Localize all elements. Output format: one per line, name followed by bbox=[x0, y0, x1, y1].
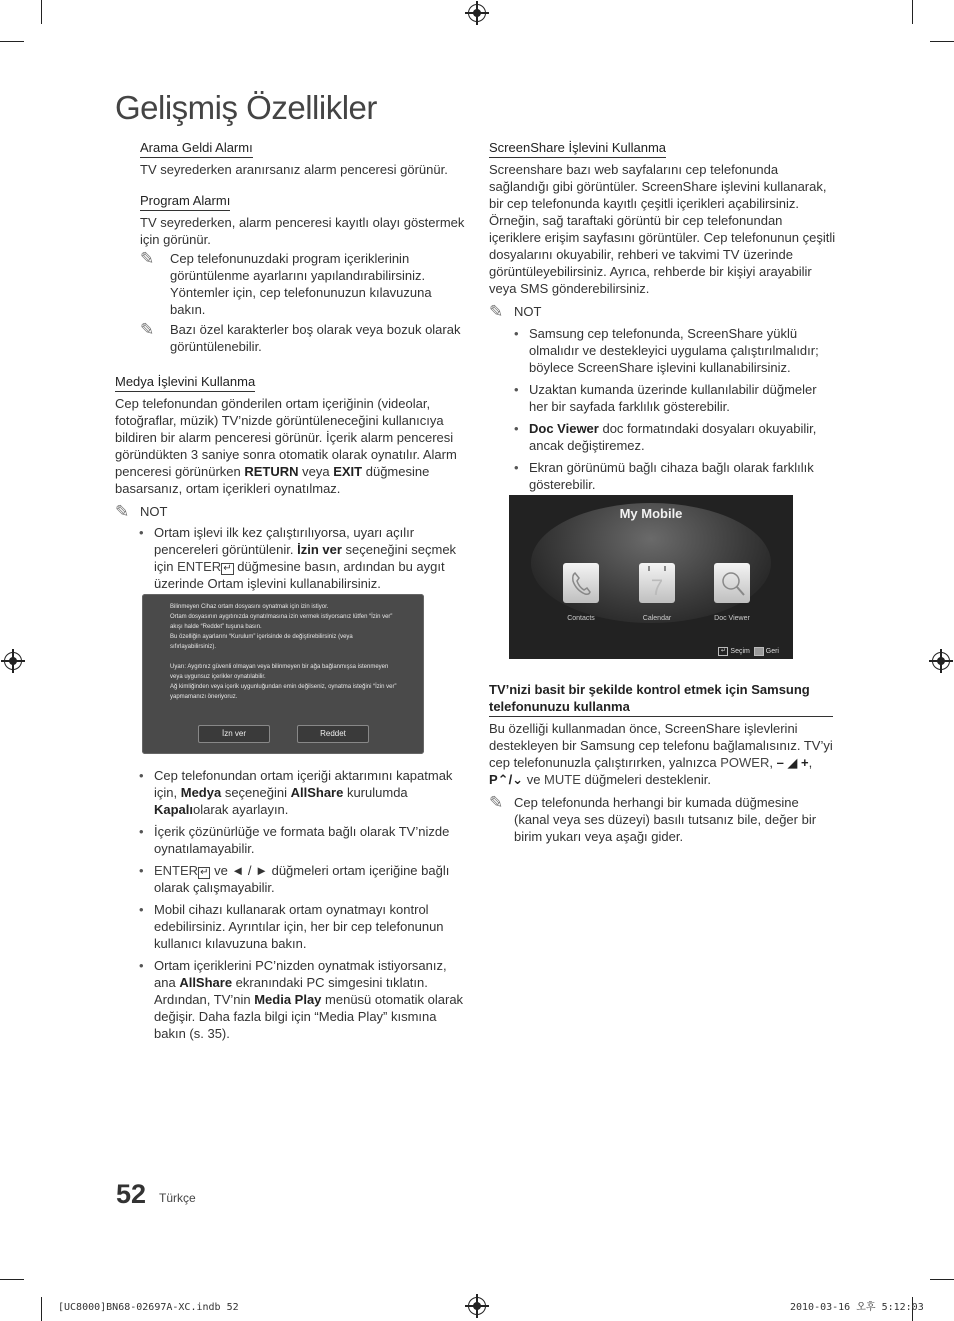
note bbox=[489, 794, 833, 845]
left-column-continued bbox=[139, 767, 465, 1042]
text-span: doc formatındaki dosyaları okuyabilir, ancak değiştiremez. bbox=[529, 421, 817, 453]
text-span: kurulumda bbox=[343, 785, 408, 800]
enter-key: ENTER bbox=[177, 559, 222, 574]
document-magnifier-icon bbox=[714, 563, 750, 603]
enter-icon: ↵ bbox=[223, 563, 232, 574]
text-span: olarak ayarlayın. bbox=[193, 802, 289, 817]
page-language: Türkçe bbox=[159, 1191, 196, 1205]
list-item: • İçerik çözünürlüğe ve formata bağlı olarak TV’nizde oynatılamayabilir. bbox=[139, 823, 465, 857]
dialog-line: Ağ kimliğinden veya içerik uygunluğundan emin değilseniz, oynatma isteğini “İzin ver” yapmamanızı öneriyoruz. bbox=[170, 684, 397, 700]
dialog-line: Uyarı: Aygıtınız güvenli olmayan veya bilinmeyen bir ağa bağlanmışsa istenmeyen veya uygunsuz içerikler oynatılabilir. bbox=[170, 664, 389, 680]
program-alarm-heading: Program Alarmı bbox=[140, 192, 230, 211]
crop-mark bbox=[0, 1279, 24, 1280]
screenshare-bullets bbox=[514, 325, 837, 493]
text-span: Cep telefonundan ortam içeriği aktarımını kapatmak için, bbox=[154, 768, 453, 800]
media-bullets-2 bbox=[139, 767, 465, 1042]
not-label bbox=[489, 303, 837, 320]
allshare-term: AllShare bbox=[290, 785, 344, 800]
registration-mark-icon bbox=[468, 1297, 486, 1315]
registration-mark-icon bbox=[4, 652, 22, 670]
screenshare-heading: ScreenShare İşlevini Kullanma bbox=[489, 139, 666, 158]
text-span: düğmesine basarsanız, ortam içerikleri oynatılmaz. bbox=[115, 464, 430, 496]
app-label: Doc Viewer bbox=[714, 615, 750, 622]
page-title: Gelişmiş Özellikler bbox=[115, 89, 377, 126]
screen-title: My Mobile bbox=[619, 506, 683, 521]
note-text: Bazı özel karakterler boş olarak veya bozuk olarak görüntülenebilir. bbox=[170, 322, 461, 354]
text-span: Cep telefonundan gönderilen ortam içeriğinin (videolar, fotoğraflar, müzik) TV’nizde görüntüleneceğini kullanıcıya bildiren bir alarm penceresi görünür. İçerik alarm penceresi göründükten 3 saniye sonra otomatik olarak oynatılır. Alarm penceresi görünürken bbox=[115, 396, 457, 479]
list-item bbox=[139, 767, 465, 818]
doc-viewer-app-icon[interactable] bbox=[714, 563, 750, 603]
my-mobile-screen bbox=[509, 495, 793, 659]
media-text bbox=[115, 395, 465, 497]
registration-mark-icon bbox=[468, 4, 486, 22]
note-text: Cep telefonunuzdaki program içeriklerinin görüntülenme ayarlarını yapılandırabilirsiniz. Yöntemler için, cep telefonunuzun kılavuzuna bakın. bbox=[170, 251, 432, 317]
left-column bbox=[115, 139, 465, 592]
screen-footer bbox=[718, 643, 779, 659]
screenshare-text: Screenshare bazı web sayfalarını cep telefonunda sağlandığı gibi görüntüler. ScreenShare işlevini kullanarak, bir cep telefonunda kayıtlı çeşitli içerikleri açabilirsiniz. Örneğin, sağ taraftaki görüntü bir cep telefonundan içeriklere erişim sayfasını görüntüler. Cep telefonunun çeşitli dosyalarını okuyabilir, rehberi ve takvimi TV üzerinde görüntüleyebilirsiniz. Ayrıca, rehberde bir kişiyi arayabilir veya SMS gönderebilirsiniz. bbox=[489, 162, 836, 296]
crop-mark bbox=[0, 41, 24, 42]
control-heading: TV’nizi basit bir şekilde kontrol etmek için Samsung telefonunuzu kullanma bbox=[489, 681, 833, 717]
allow-button[interactable]: İzn ver bbox=[198, 725, 270, 743]
list-item: • Mobil cihazı kullanarak ortam oynatmayı kontrol edebilirsiniz. Ayrıntılar için, her bir cep telefonunun kullanıcı kılavuzuna bakın. bbox=[139, 901, 465, 952]
enter-icon: ↵ bbox=[718, 647, 728, 656]
volume-key: – ◢ + bbox=[776, 755, 809, 770]
calendar-app-icon[interactable] bbox=[639, 563, 675, 603]
text-span: Bu özelliği kullanmadan önce, ScreenShare işlevlerini destekleyen bir Samsung cep telefonu bağlamalısınız. TV’yi cep telefonunuzla çalıştırırken, yalnızca bbox=[489, 721, 833, 770]
right-column-continued bbox=[489, 681, 833, 845]
dialog-line: Bu özelliğin ayarlarını “Kurulum” içerisinde de değiştirebilirsiniz (veya sıfırlayabilirsiniz). bbox=[170, 634, 353, 650]
registration-mark-icon bbox=[932, 652, 950, 670]
text-span: seçeneğini bbox=[221, 785, 291, 800]
crop-mark bbox=[930, 41, 954, 42]
text-span: veya bbox=[298, 464, 334, 479]
call-alarm-heading: Arama Geldi Alarmı bbox=[140, 139, 253, 158]
allshare-term: AllShare bbox=[179, 975, 233, 990]
phone-icon bbox=[563, 563, 599, 603]
print-file-info: [UC8000]BN68-02697A-XC.indb 52 bbox=[58, 1302, 239, 1313]
return-key-icon bbox=[754, 647, 764, 656]
note-text: Cep telefonunda herhangi bir kumada düğmesine (kanal veya ses düzeyi) basılı tutsanız bile, değer bir birim yukarı veya aşağı gider. bbox=[514, 795, 817, 844]
text-span: düğmesine basın, ardından bu aygıt üzerinde Ortam işlevini kullanabilirsiniz. bbox=[154, 559, 445, 591]
right-column bbox=[489, 139, 837, 493]
list-item bbox=[139, 524, 465, 592]
power-key: POWER bbox=[720, 755, 770, 770]
return-key: RETURN bbox=[244, 464, 299, 479]
calendar-icon bbox=[639, 563, 675, 603]
text-span: Ortam içeriklerini PC’nizden oynatmak istiyorsanız, ana bbox=[154, 958, 447, 990]
text-span: , bbox=[769, 755, 777, 770]
crop-mark bbox=[930, 1279, 954, 1280]
media-heading: Medya İşlevini Kullanma bbox=[115, 373, 255, 392]
control-text bbox=[489, 720, 833, 788]
calendar-day: 7 bbox=[650, 575, 664, 600]
enter-key: ENTER bbox=[154, 863, 199, 878]
text-span: ve bbox=[523, 772, 545, 787]
dialog-line: Ortam dosyasının aygıtınızda oynatılmasına izin vermek istiyorsanız lütfen “İzin ver” akışı halde “Reddet” tuşuna basın. bbox=[170, 614, 393, 630]
pen-note-icon: ✎ bbox=[115, 502, 130, 521]
pen-note-icon: ✎ bbox=[489, 302, 504, 321]
back-label: Geri bbox=[765, 648, 779, 655]
crop-mark bbox=[41, 0, 42, 24]
list-item bbox=[139, 862, 465, 896]
pen-note-icon: ✎ bbox=[489, 793, 504, 812]
dialog-message bbox=[170, 602, 398, 702]
note bbox=[140, 250, 465, 318]
list-item bbox=[139, 957, 465, 1042]
media-term: Medya bbox=[180, 785, 222, 800]
program-alarm-text: TV seyrederken, alarm penceresi kayıtlı olayı göstermek için görünür. bbox=[140, 215, 465, 247]
text-span: ekranındaki PC simgesini tıklatın. Ardından, TV’nin bbox=[154, 975, 428, 1007]
not-text: NOT bbox=[514, 304, 542, 319]
select-label: Seçim bbox=[730, 648, 750, 655]
text-span: seçeneğini seçmek için bbox=[154, 542, 457, 574]
enter-icon: ↵ bbox=[200, 867, 209, 878]
text-span: Ortam işlevi ilk kez çalıştırılıyorsa, uyarı açılır pencereleri görüntülenir. bbox=[154, 525, 415, 557]
print-date: 2010-03-16 오후 5:12:03 bbox=[790, 1302, 924, 1313]
list-item: • Samsung cep telefonunda, ScreenShare yüklü olmalıdır ve destekleyici uygulama çalıştırılmalıdır; böylece ScreenShare işlevini kullanabilirsiniz. bbox=[514, 325, 837, 376]
page-number: 52 bbox=[116, 1179, 147, 1209]
exit-key: EXIT bbox=[333, 464, 363, 479]
text-span: menüsü otomatik olarak değişir. Daha fazla bilgi için “Media Play” kısmına bakın (s. 35). bbox=[154, 992, 464, 1041]
allow-term: İzin ver bbox=[297, 542, 342, 557]
text-span: düğmeleri desteklenir. bbox=[580, 772, 711, 787]
off-term: Kapalı bbox=[154, 802, 194, 817]
list-item bbox=[514, 420, 837, 454]
not-label bbox=[115, 503, 465, 520]
deny-button[interactable]: Reddet bbox=[297, 725, 369, 743]
text-span: , bbox=[808, 755, 813, 770]
doc-viewer-term: Doc Viewer bbox=[529, 421, 599, 436]
app-label: Calendar bbox=[642, 615, 672, 622]
media-bullets bbox=[139, 524, 465, 592]
channel-key: P⌃/⌄ bbox=[489, 772, 524, 787]
not-text: NOT bbox=[140, 504, 168, 519]
note bbox=[140, 321, 465, 355]
crop-mark bbox=[41, 1297, 42, 1321]
pen-note-icon: ✎ bbox=[140, 249, 155, 268]
list-item: • Uzaktan kumanda üzerinde kullanılabilir düğmeler her bir sayfada farklılık gösterebilir. bbox=[514, 381, 837, 415]
media-play-term: Media Play bbox=[254, 992, 322, 1007]
crop-mark bbox=[912, 0, 913, 24]
contacts-app-icon[interactable] bbox=[563, 563, 599, 603]
pen-note-icon: ✎ bbox=[140, 320, 155, 339]
call-alarm-text: TV seyrederken aranırsanız alarm penceresi görünür. bbox=[140, 162, 448, 177]
dialog-line: Bilinmeyen Cihaz ortam dosyasını oynatmak için izin istiyor. bbox=[170, 604, 329, 610]
app-label: Contacts bbox=[567, 615, 595, 622]
text-span: ve ◄ / ► düğmeleri ortam içeriğine bağlı olarak çalışmayabilir. bbox=[154, 863, 450, 895]
list-item: • Ekran görünümü bağlı cihaza bağlı olarak farklılık gösterebilir. bbox=[514, 459, 837, 493]
mute-key: MUTE bbox=[544, 772, 581, 787]
permission-dialog bbox=[142, 594, 424, 754]
